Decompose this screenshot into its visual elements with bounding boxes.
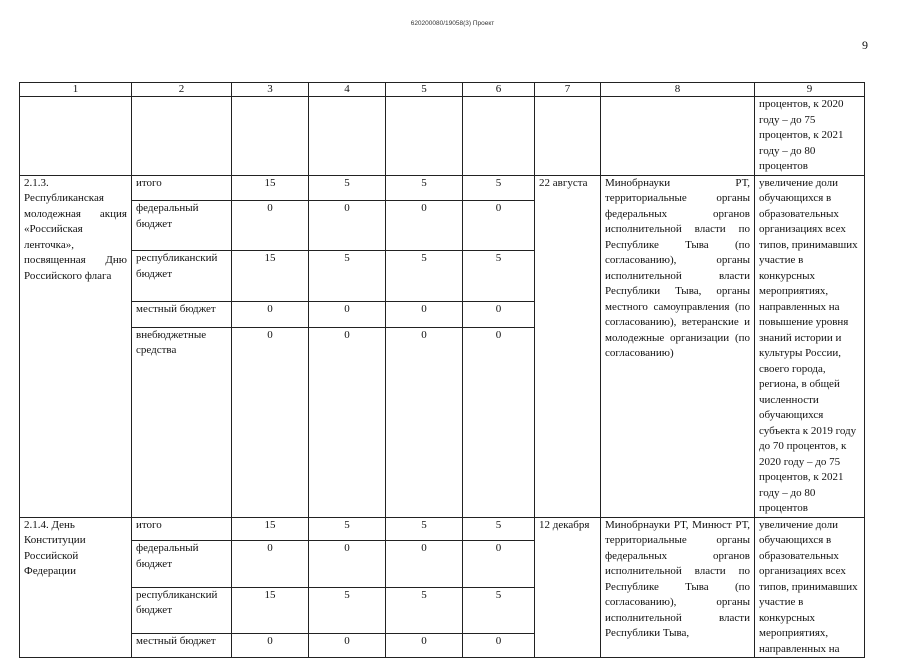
value-cell: 0 bbox=[463, 541, 535, 587]
value-cell: 0 bbox=[309, 634, 386, 658]
header-row bbox=[20, 83, 865, 97]
value-cell: 5 bbox=[463, 587, 535, 633]
value-cell: 0 bbox=[232, 541, 309, 587]
value-cell: 15 bbox=[232, 517, 309, 541]
value-cell: 0 bbox=[309, 201, 386, 251]
table-row bbox=[20, 517, 865, 541]
funding-source: итого bbox=[132, 517, 232, 541]
value-cell: 0 bbox=[386, 541, 463, 587]
value-cell: 0 bbox=[463, 634, 535, 658]
header-col-1: 1 bbox=[20, 83, 132, 97]
value-cell: 15 bbox=[232, 587, 309, 633]
funding-source: федеральный бюджет bbox=[132, 201, 232, 251]
value-cell: 5 bbox=[463, 517, 535, 541]
value-cell: 0 bbox=[463, 301, 535, 327]
header-col-5: 5 bbox=[386, 83, 463, 97]
value-cell: 5 bbox=[463, 175, 535, 201]
event-date: 12 декабря bbox=[535, 517, 601, 658]
funding-source: республиканский бюджет bbox=[132, 251, 232, 301]
value-cell: 5 bbox=[309, 175, 386, 201]
value-cell: 0 bbox=[309, 327, 386, 517]
funding-source: местный бюджет bbox=[132, 301, 232, 327]
event-date: 22 августа bbox=[535, 175, 601, 517]
value-cell: 0 bbox=[232, 327, 309, 517]
value-cell: 5 bbox=[309, 587, 386, 633]
funding-source: внебюджетные средства bbox=[132, 327, 232, 517]
continuation-row bbox=[20, 97, 865, 176]
value-cell: 0 bbox=[309, 301, 386, 327]
funding-source: итого bbox=[132, 175, 232, 201]
header-col-8: 8 bbox=[601, 83, 755, 97]
table-row bbox=[20, 175, 865, 201]
value-cell: 5 bbox=[463, 251, 535, 301]
value-cell: 0 bbox=[232, 634, 309, 658]
header-col-2: 2 bbox=[132, 83, 232, 97]
value-cell: 0 bbox=[386, 327, 463, 517]
value-cell: 0 bbox=[386, 201, 463, 251]
event-name: 2.1.3. Республиканская молодежная акция «Российская ленточка», посвященная Дню Российского флага bbox=[20, 175, 132, 517]
header-col-7: 7 bbox=[535, 83, 601, 97]
value-cell: 15 bbox=[232, 251, 309, 301]
program-table bbox=[19, 82, 865, 658]
value-cell: 0 bbox=[232, 201, 309, 251]
header-col-3: 3 bbox=[232, 83, 309, 97]
value-cell: 5 bbox=[386, 517, 463, 541]
value-cell: 5 bbox=[309, 517, 386, 541]
header-col-9: 9 bbox=[755, 83, 865, 97]
page-number: 9 bbox=[862, 38, 868, 52]
value-cell: 5 bbox=[386, 587, 463, 633]
value-cell: 5 bbox=[309, 251, 386, 301]
expected-result: увеличение доли обучающихся в образовательных организациях всех типов, принимавших участие в конкурсных мероприятиях, направленных на bbox=[755, 517, 865, 658]
document-id: 620200080/19058(3) Проект bbox=[410, 20, 495, 27]
funding-source: федеральный бюджет bbox=[132, 541, 232, 587]
value-cell: 0 bbox=[386, 301, 463, 327]
value-cell: 5 bbox=[386, 175, 463, 201]
value-cell: 0 bbox=[386, 634, 463, 658]
expected-result: увеличение доли обучающихся в образовательных организациях всех типов, принимавших участие в конкурсных мероприятиях, направленных на повышение уровня знаний истории и культуры России, своего города, региона, в общей численности обучающихся субъекта к 2019 году до 70 процентов, к 2020 году – до 75 процентов, к 2021 году – до 80 процентов bbox=[755, 175, 865, 517]
value-cell: 0 bbox=[309, 541, 386, 587]
value-cell: 0 bbox=[232, 301, 309, 327]
event-name: 2.1.4. День Конституции Российской Федерации bbox=[20, 517, 132, 658]
funding-source: республиканский бюджет bbox=[132, 587, 232, 633]
continuation-result: процентов, к 2020 году – до 75 процентов, к 2021 году – до 80 процентов bbox=[755, 97, 865, 176]
executors: Минобрнауки РТ, территориальные органы федеральных органов исполнительной власти по Республике Тыва (по согласованию), органы исполнительной власти Республики Тыва, органы местного самоуправления (по согласованию), ветеранские и молодежные организации (по согласованию) bbox=[601, 175, 755, 517]
value-cell: 0 bbox=[463, 201, 535, 251]
header-col-4: 4 bbox=[309, 83, 386, 97]
executors: Минобрнауки РТ, Минюст РТ, территориальные органы федеральных органов исполнительной власти по Республике Тыва (по согласованию), органы исполнительной власти Республики Тыва, bbox=[601, 517, 755, 658]
value-cell: 5 bbox=[386, 251, 463, 301]
value-cell: 0 bbox=[463, 327, 535, 517]
funding-source: местный бюджет bbox=[132, 634, 232, 658]
header-col-6: 6 bbox=[463, 83, 535, 97]
value-cell: 15 bbox=[232, 175, 309, 201]
